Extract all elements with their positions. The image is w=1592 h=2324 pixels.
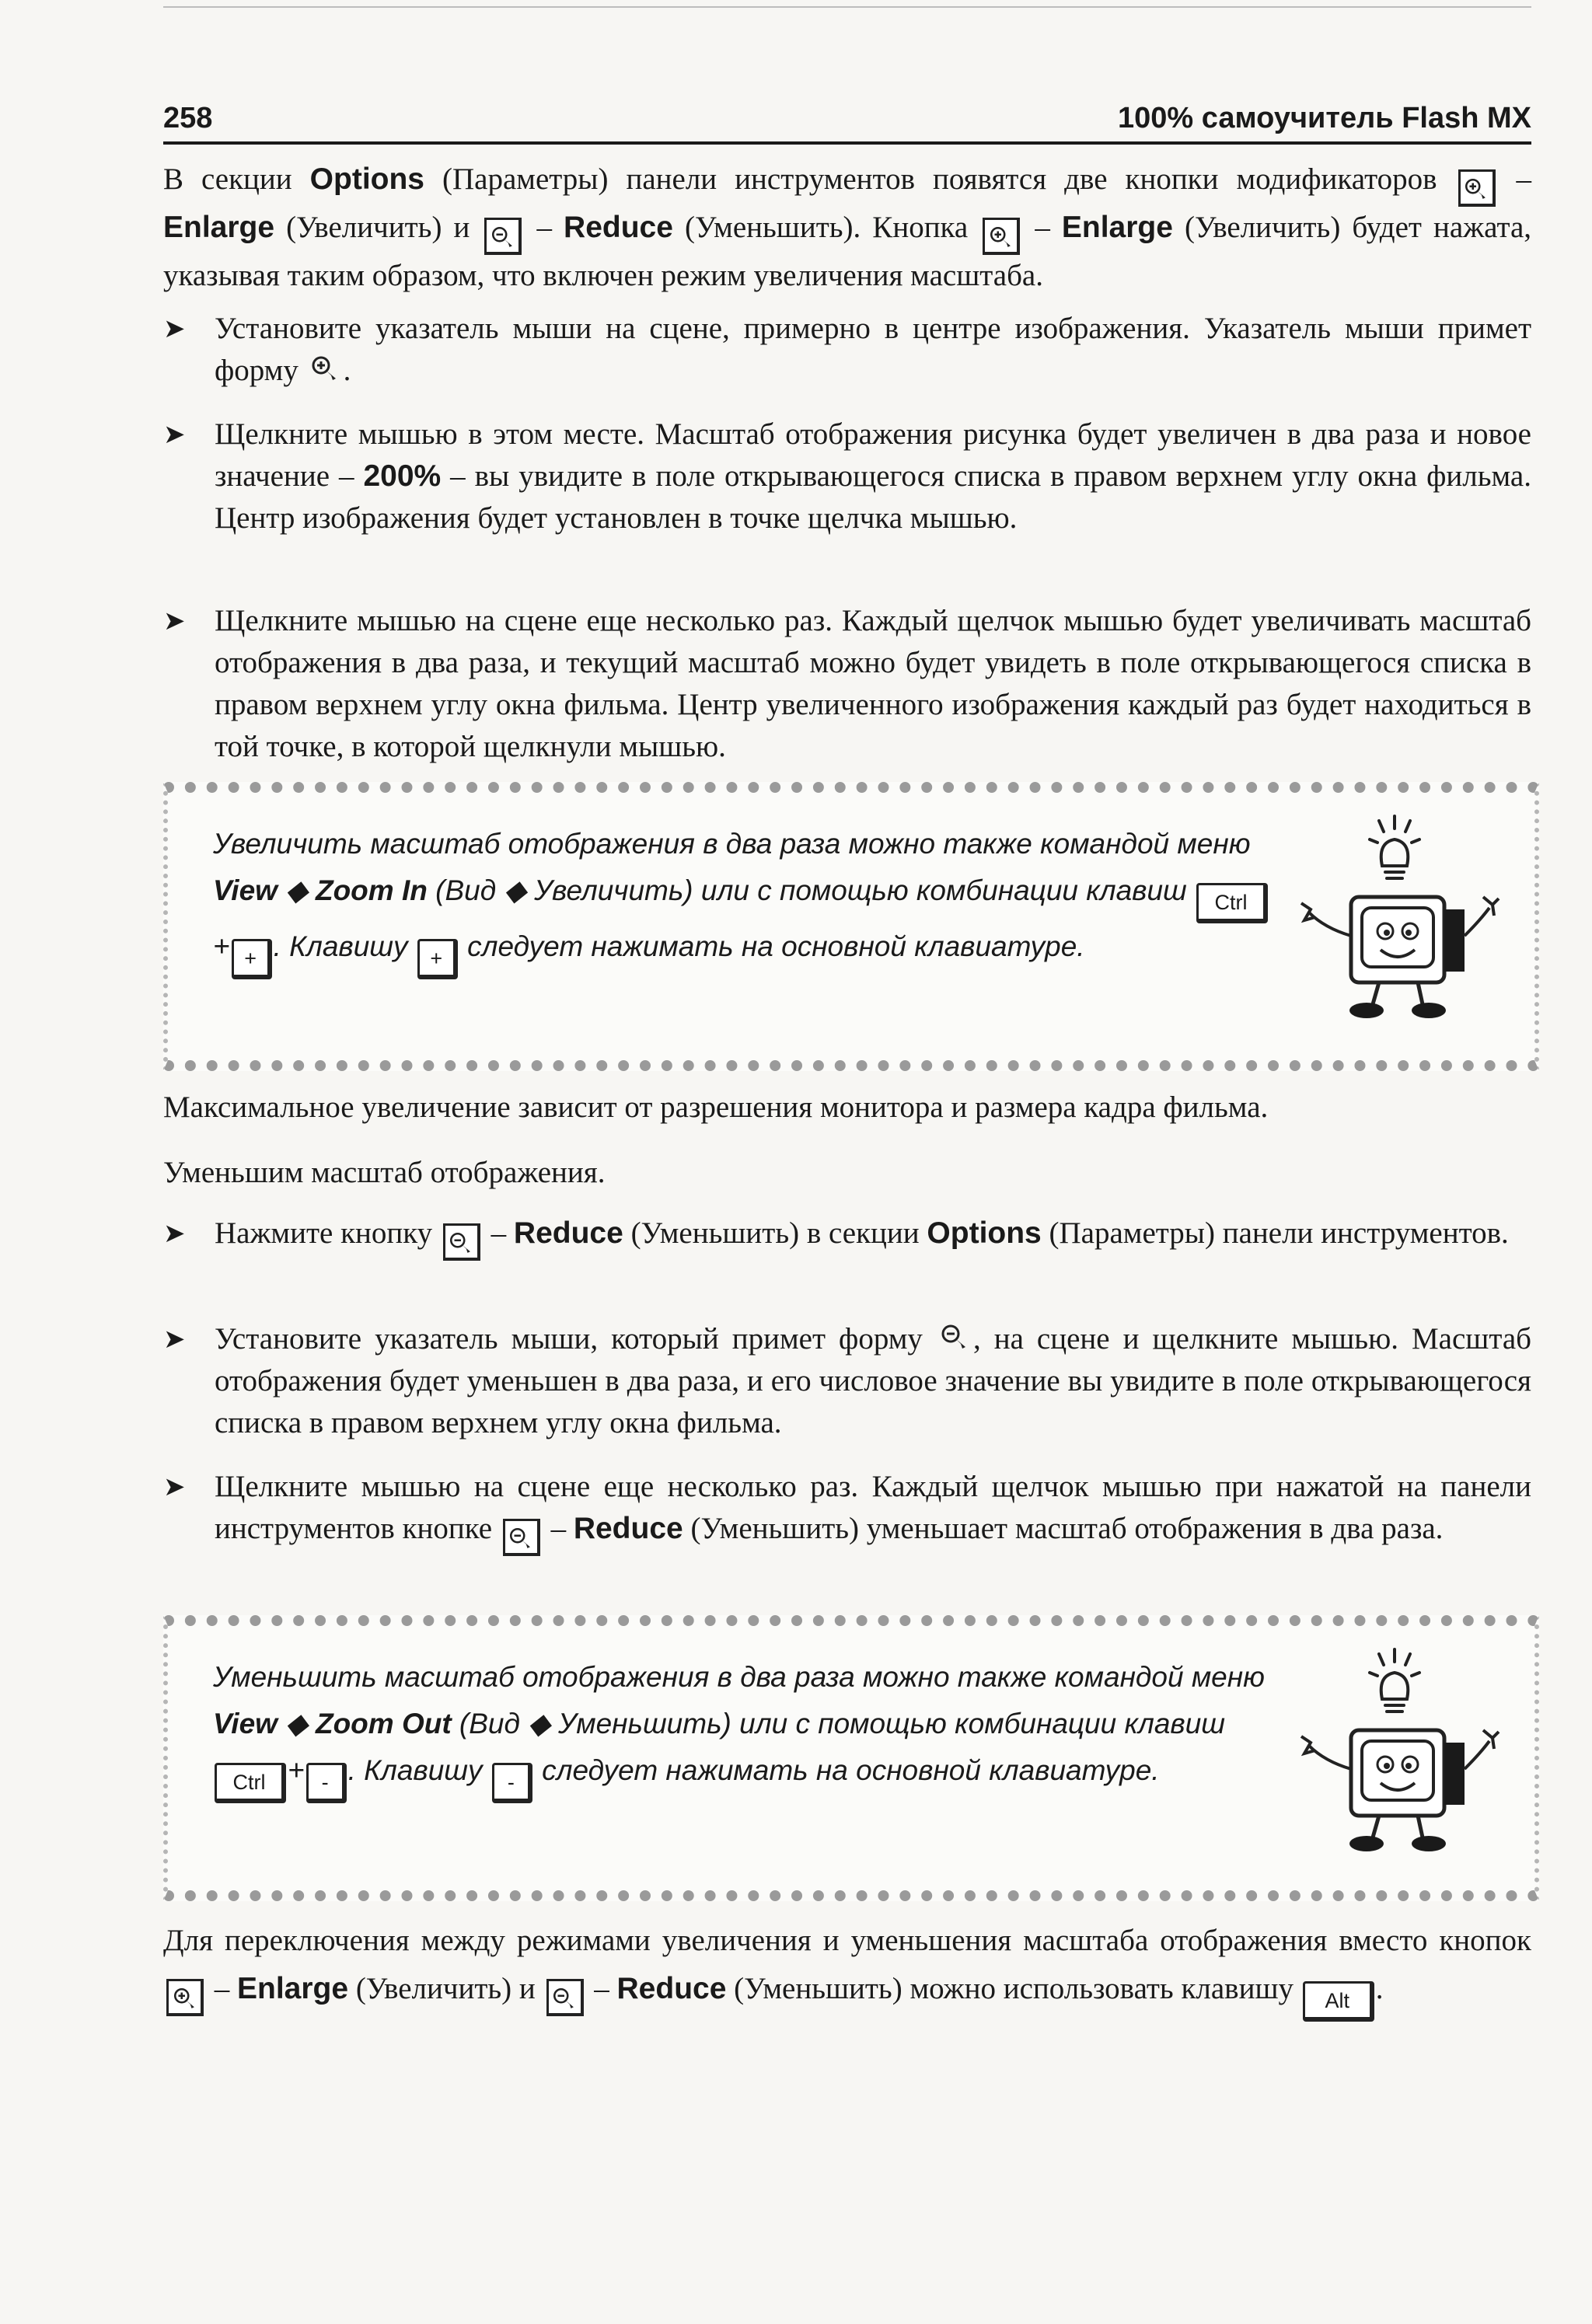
bullet-arrow-icon: ➤: [163, 1324, 186, 1355]
zoom-in-icon: [1458, 169, 1496, 207]
list-item: ➤ Щелкните мышью на сцене еще несколько раз. Каждый щелчок мышью будет увеличивать масштаб отображения в два раза, и текущий масштаб можно будет увидеть в поле открывающегося списка в правом верхнем углу окна фильма. Центр увеличенного изображения каждый раз будет находиться в той точке, в которой щелкнули мышью.: [163, 600, 1531, 768]
intro-paragraph: В секции Options (Параметры) панели инструментов появятся две кнопки модификаторов – Enlarge (Увеличить) и – Reduce (Уменьшить). Кнопка – Enlarge (Увеличить) будет нажата, указывая таким образом, что включен режим увеличения масштаба.: [163, 162, 1532, 292]
zoom-out-icon: [443, 1223, 480, 1261]
list-item: ➤ Установите указатель мыши на сцене, примерно в центре изображения. Указатель мыши примет форму .: [163, 308, 1531, 392]
tip-box: [163, 1615, 1539, 1901]
body-paragraph: Уменьшим масштаб отображения.: [163, 1156, 606, 1189]
list-item: ➤ Установите указатель мыши, который примет форму , на сцене и щелкните мышью. Масштаб отображения будет уменьшен в два раза, и его числовое значение вы увидите в поле открывающегося списка в правом верхнем углу окна фильма.: [163, 1318, 1531, 1444]
alt-key: Alt: [1303, 1981, 1374, 2022]
bullet-arrow-icon: ➤: [163, 1218, 186, 1249]
plus-key: +: [232, 939, 272, 979]
running-title: 100% самоучитель Flash MX: [1118, 102, 1531, 134]
tip-text: Уменьшить масштаб отображения в два раза можно также командой меню View ◆ Zoom Out (Вид ◆ Уменьшить) или с помощью комбинации клавиш Ctrl + - . Клавишу - следует нажимать на основной клавиатуре.: [213, 1654, 1278, 1803]
list-item: ➤ Щелкните мышью на сцене еще несколько раз. Каждый щелчок мышью при нажатой на панели инструментов кнопке – Reduce (Уменьшить) уменьшает масштаб отображения в два раза.: [163, 1466, 1531, 1556]
zoom-in-cursor-icon: [308, 354, 342, 385]
minus-key: -: [306, 1763, 347, 1803]
bullet-arrow-icon: ➤: [163, 605, 186, 637]
tip-box: [163, 782, 1539, 1071]
ctrl-key: Ctrl: [215, 1763, 286, 1803]
page-header: [163, 92, 1531, 145]
zoom-out-icon: [484, 218, 522, 255]
zoom-out-icon: [503, 1519, 540, 1556]
zoom-out-icon: [546, 1979, 584, 2016]
bullet-arrow-icon: ➤: [163, 1471, 186, 1502]
bullet-arrow-icon: ➤: [163, 419, 186, 450]
ctrl-key: Ctrl: [1196, 883, 1268, 923]
body-paragraph: Максимальное увеличение зависит от разрешения монитора и размера кадра фильма.: [163, 1090, 1269, 1124]
zoom-in-icon: [983, 218, 1020, 255]
page-number: 258: [163, 102, 213, 134]
plus-key: +: [417, 939, 458, 979]
closing-paragraph: Для переключения между режимами увеличения и уменьшения масштаба отображения вместо кнопок – Enlarge (Увеличить) и – Reduce (Уменьшить) можно использовать клавишу Alt .: [163, 1917, 1531, 2022]
list-item: ➤ Нажмите кнопку – Reduce (Уменьшить) в секции Options (Параметры) панели инструментов.: [163, 1213, 1531, 1261]
list-item: ➤ Щелкните мышью в этом месте. Масштаб отображения рисунка будет увеличен в два раза и новое значение – 200% – вы увидите в поле открывающегося списка в правом верхнем углу окна фильма. Центр изображения будет установлен в точке щелчка мышью.: [163, 414, 1531, 539]
tv-mascot-lightbulb-icon: [1286, 811, 1503, 1037]
minus-key: -: [492, 1763, 532, 1803]
tip-text: Увеличить масштаб отображения в два раза можно также командой меню View ◆ Zoom In (Вид ◆ Увеличить) или с помощью комбинации клавиш Ctrl+ + . Клавишу + следует нажимать на основной клавиатуре.: [213, 821, 1278, 979]
zoom-in-icon: [166, 1979, 204, 2016]
tv-mascot-lightbulb-icon: [1286, 1645, 1503, 1870]
zoom-out-cursor-icon: [937, 1322, 972, 1353]
scan-top-edge: [163, 6, 1531, 8]
bullet-arrow-icon: ➤: [163, 313, 186, 344]
